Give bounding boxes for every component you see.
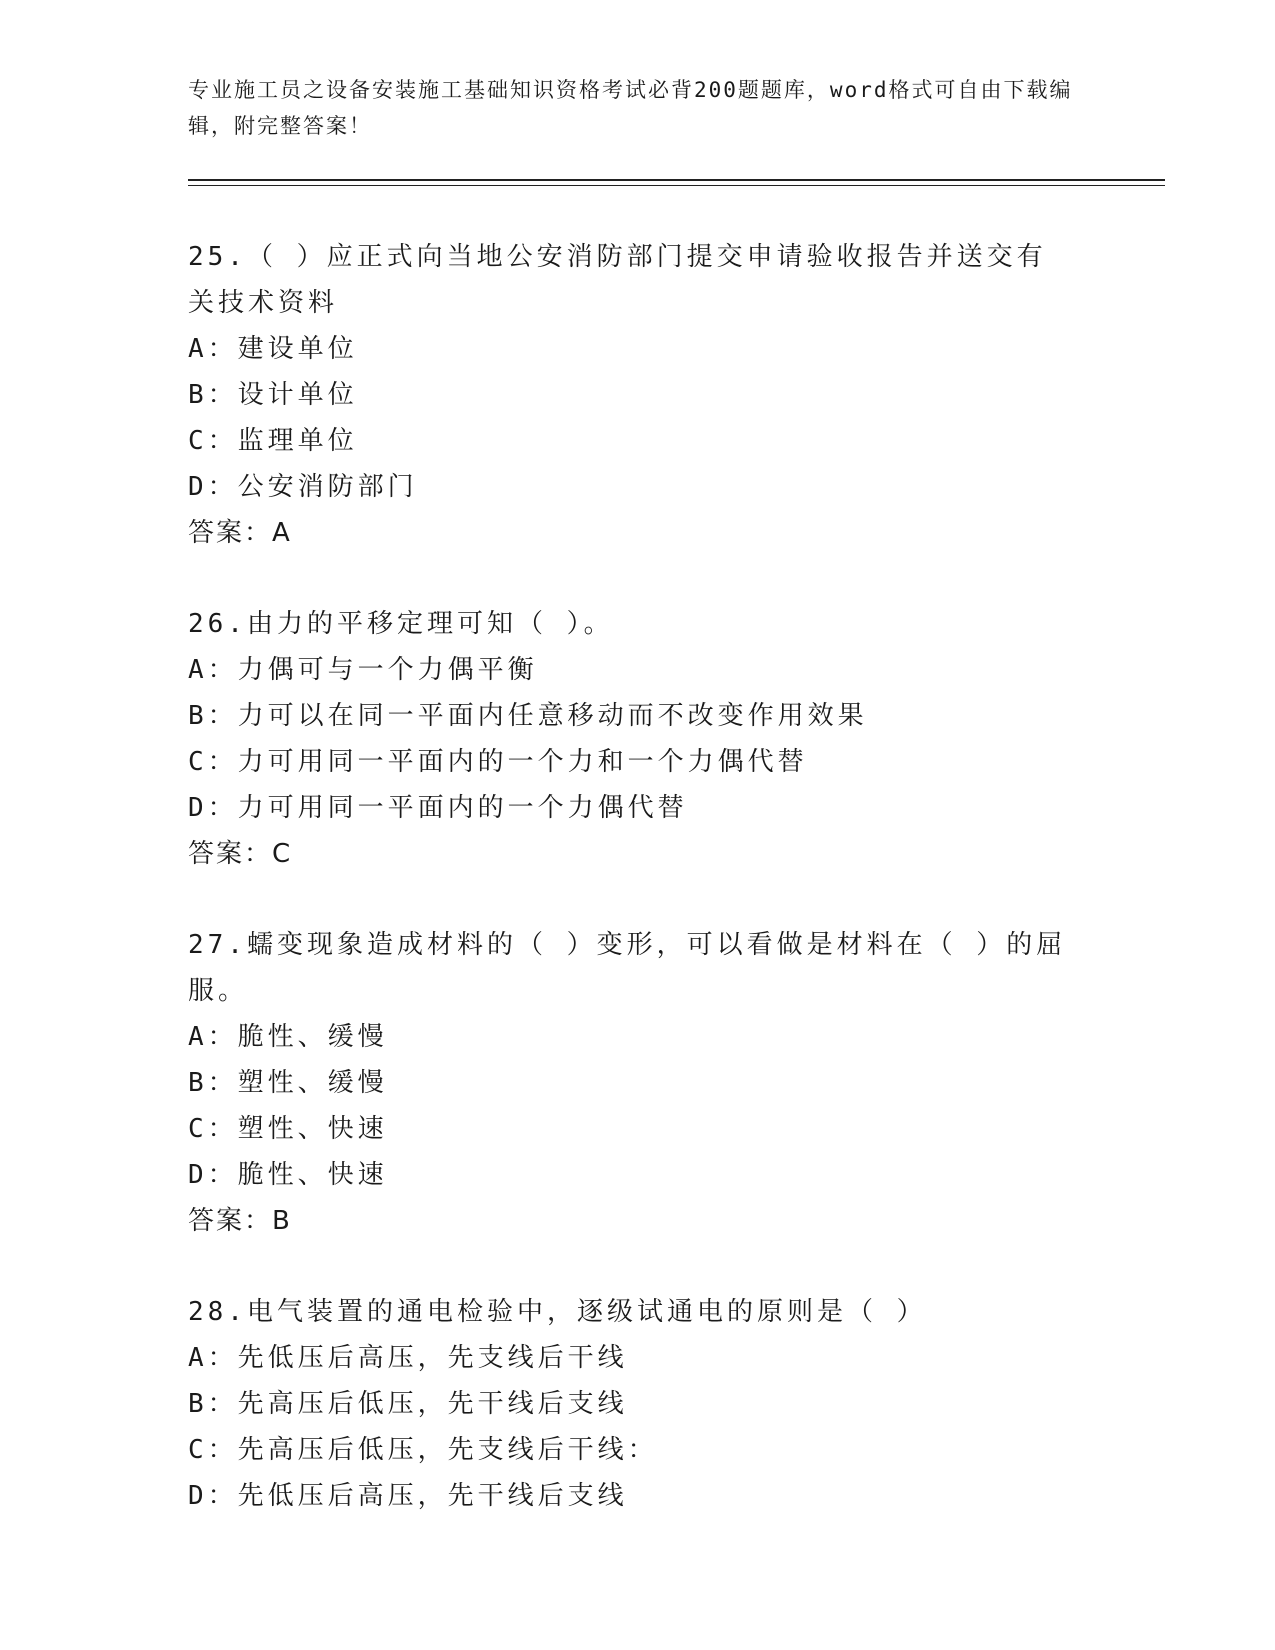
question-stem: 25.（ ）应正式向当地公安消防部门提交申请验收报告并送交有关技术资料 xyxy=(188,242,1047,318)
answer-line: 答案：C xyxy=(188,839,293,869)
question-28 xyxy=(188,1289,1068,1519)
option-a: A：建设单位 xyxy=(188,334,358,364)
option-b: B：力可以在同一平面内任意移动而不改变作用效果 xyxy=(188,701,868,731)
option-c: C：监理单位 xyxy=(188,426,358,456)
document-header xyxy=(188,72,1088,144)
answer-line: 答案：B xyxy=(188,1206,292,1236)
option-d: D：脆性、快速 xyxy=(188,1160,388,1190)
option-c: C：塑性、快速 xyxy=(188,1114,388,1144)
option-a: A：力偶可与一个力偶平衡 xyxy=(188,655,538,685)
answer-line: 答案：A xyxy=(188,518,292,548)
option-d: D：公安消防部门 xyxy=(188,472,418,502)
question-25 xyxy=(188,234,1068,556)
question-26 xyxy=(188,601,1068,877)
header-divider-thick xyxy=(188,179,1165,181)
option-c: C：力可用同一平面内的一个力和一个力偶代替 xyxy=(188,747,808,777)
option-c: C：先高压后低压，先支线后干线： xyxy=(188,1435,658,1465)
option-b: B：先高压后低压，先干线后支线 xyxy=(188,1389,628,1419)
header-divider-thin xyxy=(188,185,1165,186)
question-27 xyxy=(188,922,1068,1244)
question-stem: 26.由力的平移定理可知（ ）。 xyxy=(188,609,614,639)
option-a: A：先低压后高压，先支线后干线 xyxy=(188,1343,628,1373)
question-list xyxy=(188,234,1068,1564)
option-d: D：先低压后高压，先干线后支线 xyxy=(188,1481,628,1511)
question-stem: 27.蠕变现象造成材料的（ ）变形，可以看做是材料在（ ）的屈服。 xyxy=(188,930,1067,1006)
option-b: B：塑性、缓慢 xyxy=(188,1068,388,1098)
question-stem: 28.电气装置的通电检验中，逐级试通电的原则是（ ） xyxy=(188,1297,927,1327)
header-title: 专业施工员之设备安装施工基础知识资格考试必背200题题库，word格式可自由下载编辑，附完整答案！ xyxy=(188,78,1073,138)
option-a: A：脆性、缓慢 xyxy=(188,1022,388,1052)
option-b: B：设计单位 xyxy=(188,380,358,410)
option-d: D：力可用同一平面内的一个力偶代替 xyxy=(188,793,688,823)
